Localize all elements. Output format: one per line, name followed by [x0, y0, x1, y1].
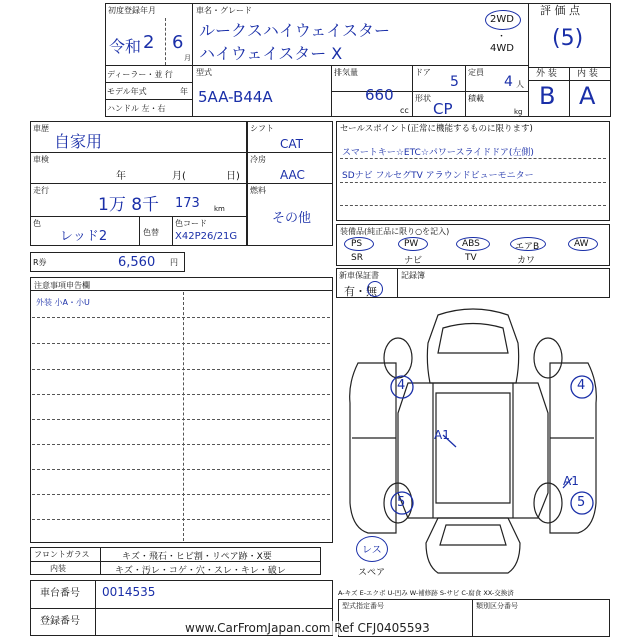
spare-label: レス	[362, 545, 382, 556]
sales-line-2: SDナビ フルセグTV アラウンドビューモニター	[342, 171, 534, 181]
sales-label: セールスポイント(正常に機能するものに限ります)	[340, 124, 533, 134]
exterior-label: 外 装	[536, 69, 557, 79]
equip-airbag: エアB	[515, 242, 540, 252]
capacity: 4	[504, 74, 513, 90]
reg-month: 6	[172, 32, 184, 53]
mileage-sub: 173	[175, 196, 200, 211]
recycle-frame	[30, 252, 185, 272]
drive-dot: ・	[497, 32, 507, 42]
category-label: 類別区分番号	[476, 602, 518, 610]
load-unit: kg	[514, 108, 523, 116]
use: 自家用	[54, 132, 103, 151]
interior-items: キズ・汚レ・コゲ・穴・スレ・キレ・破レ	[115, 566, 286, 576]
mileage-main: 1万 8千	[98, 195, 160, 215]
load-label: 積載	[468, 94, 484, 103]
shape-label: 形状	[415, 94, 431, 103]
mark-rear-a1: A1	[563, 474, 579, 488]
use-label: 車歴	[33, 124, 49, 133]
car-name-label: 車名・グレード	[196, 6, 252, 15]
mark-rear-left: 5	[397, 495, 406, 510]
reg-label: 登録番号	[40, 616, 80, 627]
mark-rear-right: 5	[577, 495, 586, 510]
shape: CP	[433, 100, 453, 118]
mark-front-left: 4	[397, 378, 406, 393]
era: 令和	[109, 37, 142, 56]
reg-year: 2	[143, 32, 155, 53]
steering-label: ハンドル 左・右	[107, 104, 166, 113]
recycle: 6,560	[118, 255, 156, 270]
color: レッド2	[60, 229, 108, 244]
mileage-label: 走行	[33, 186, 49, 195]
inspection-label: 車検	[33, 155, 49, 164]
interior-damage-label: 内装	[50, 564, 66, 573]
equip-abs: ABS	[462, 239, 480, 249]
cc-unit: cc	[400, 106, 409, 115]
ac-label: 冷房	[250, 155, 266, 164]
equip-ps: PS	[351, 239, 363, 249]
ac: AAC	[280, 168, 305, 182]
shift: CAT	[280, 137, 303, 151]
dealer-label: ディーラー・並 行	[107, 70, 173, 79]
exterior-grade: B	[539, 82, 556, 110]
mark-side-a1: A1	[434, 428, 450, 442]
notes-label: 注意事項申告欄	[34, 281, 90, 290]
score: (5)	[552, 26, 584, 51]
inspection-month: 月(	[172, 171, 186, 182]
watermark: www.CarFromJapan.com Ref CFJ0405593	[185, 621, 430, 635]
drive-2wd: 2WD	[490, 14, 514, 25]
displacement-label: 排気量	[334, 68, 358, 77]
interior-grade: A	[579, 82, 596, 110]
capacity-unit: 人	[516, 80, 524, 89]
capacity-label: 定員	[468, 68, 484, 77]
model-year-label: モデル年式	[107, 87, 147, 96]
fuel: その他	[272, 211, 312, 226]
drive-4wd: 4WD	[490, 43, 514, 54]
fuel-label: 燃料	[250, 186, 266, 195]
warranty-label: 新車保証書	[339, 271, 379, 280]
windshield-items: キズ・飛石・ヒビ割・リペア跡・X要	[122, 552, 272, 562]
record-label: 記録簿	[401, 271, 425, 280]
score-label: 評 価 点	[540, 4, 580, 17]
warranty-value: 有・無	[344, 285, 377, 298]
sales-line-1: スマートキー☆ETC☆パワースライドドア(左側)	[342, 148, 534, 158]
warranty-circled	[367, 281, 383, 297]
chassis-label: 車台番号	[40, 588, 80, 599]
car-name: ルークスハイウェイスター	[199, 21, 391, 40]
grade: ハイウェイスター X	[199, 44, 343, 63]
recycle-unit: 円	[170, 258, 178, 267]
month-unit: 月	[184, 54, 191, 62]
color-label: 色	[33, 219, 41, 228]
inspection-day: 日)	[226, 171, 240, 182]
equip-sr: SR	[351, 253, 363, 263]
equip-leather: カワ	[517, 256, 536, 266]
model-label: 型式	[196, 68, 212, 77]
color-code-label: 色コード	[175, 219, 207, 228]
notes-text: 外装 小A・小U	[36, 298, 90, 307]
spare: スペア	[358, 568, 386, 578]
doors-label: ドア	[415, 68, 431, 77]
shift-label: シフト	[250, 124, 274, 133]
color-code: X42P26/21G	[175, 231, 238, 242]
equipment-label: 装備品(純正品に限り○を記入)	[340, 227, 450, 236]
chassis: 0014535	[102, 585, 156, 599]
mileage-unit: km	[214, 205, 225, 213]
equip-aw: AW	[574, 239, 589, 249]
equip-navi: ナビ	[404, 256, 423, 266]
equip-tv: TV	[465, 253, 477, 263]
recycle-label: R券	[33, 258, 47, 267]
displacement: 660	[365, 86, 394, 104]
color-change-label: 色替	[143, 228, 159, 237]
doors: 5	[450, 74, 459, 90]
damage-legend: A-キズ E-エクボ U-凹み W-補修跡 S-サビ C-腐食 XX-交換済	[338, 589, 514, 597]
inspection-year: 年	[116, 171, 126, 182]
equip-pw: PW	[404, 239, 419, 249]
windshield-label: フロントガラス	[34, 550, 90, 559]
interior-label: 内 装	[577, 69, 598, 79]
model-code: 5AA-B44A	[198, 88, 273, 106]
model-year-unit: 年	[180, 87, 188, 96]
first-reg-label: 初度登録年月	[108, 6, 156, 15]
certified-label: 型式指定番号	[342, 602, 384, 610]
mark-front-right: 4	[577, 378, 586, 393]
